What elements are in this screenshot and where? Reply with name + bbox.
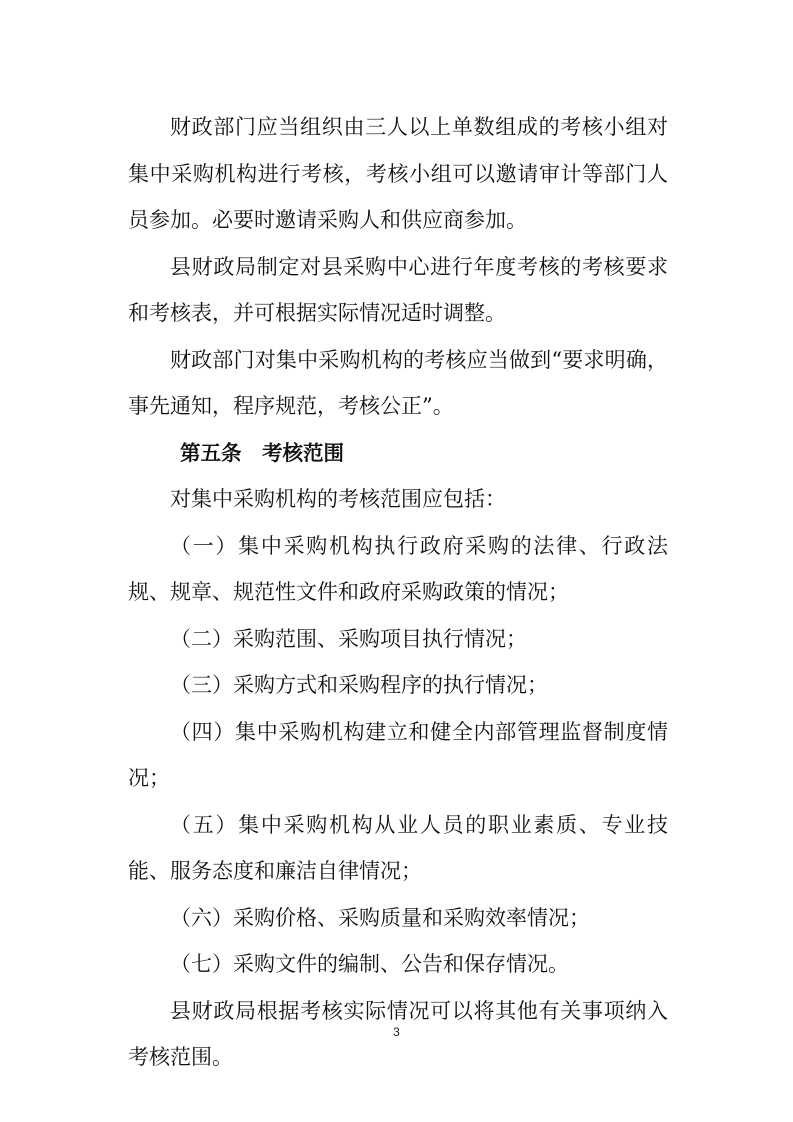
list-item-2: （二）采购范围、采购项目执行情况； — [170, 626, 527, 651]
page-number: 3 — [393, 1025, 400, 1039]
paragraph-assessment-principles: 财政部门对集中采购机构的考核应当做到“要求明确，事先通知，程序规范，考核公正”。 — [128, 347, 668, 418]
list-item-7: （七）采购文件的编制、公告和保存情况。 — [170, 952, 569, 976]
paragraph-annual-assessment: 县财政局制定对县采购中心进行年度考核的考核要求和考核表，并可根据实际情况适时调整。 — [128, 254, 668, 325]
list-item-6: （六）采购价格、采购质量和采购效率情况； — [170, 905, 590, 930]
list-item-4: （四）集中采购机构建立和健全内部管理监督制度情况； — [128, 719, 668, 790]
article-heading: 第五条 考核范围 — [180, 440, 344, 465]
paragraph-scope-intro: 对集中采购机构的考核范围应包括： — [170, 487, 506, 511]
document-body — [128, 104, 668, 1081]
list-item-3: （三）采购方式和采购程序的执行情况； — [170, 673, 548, 697]
list-item-1: （一）集中采购机构执行政府采购的法律、行政法规、规章、规范性文件和政府采购政策的情况； — [128, 533, 668, 604]
paragraph-other-matters: 县财政局根据考核实际情况可以将其他有关事项纳入考核范围。 — [128, 998, 668, 1069]
paragraph-assessment-team: 财政部门应当组织由三人以上单数组成的考核小组对集中采购机构进行考核，考核小组可以邀请审计等部门人员参加。必要时邀请采购人和供应商参加。 — [128, 115, 668, 232]
list-item-5: （五）集中采购机构从业人员的职业素质、专业技能、服务态度和廉洁自律情况； — [128, 812, 668, 883]
